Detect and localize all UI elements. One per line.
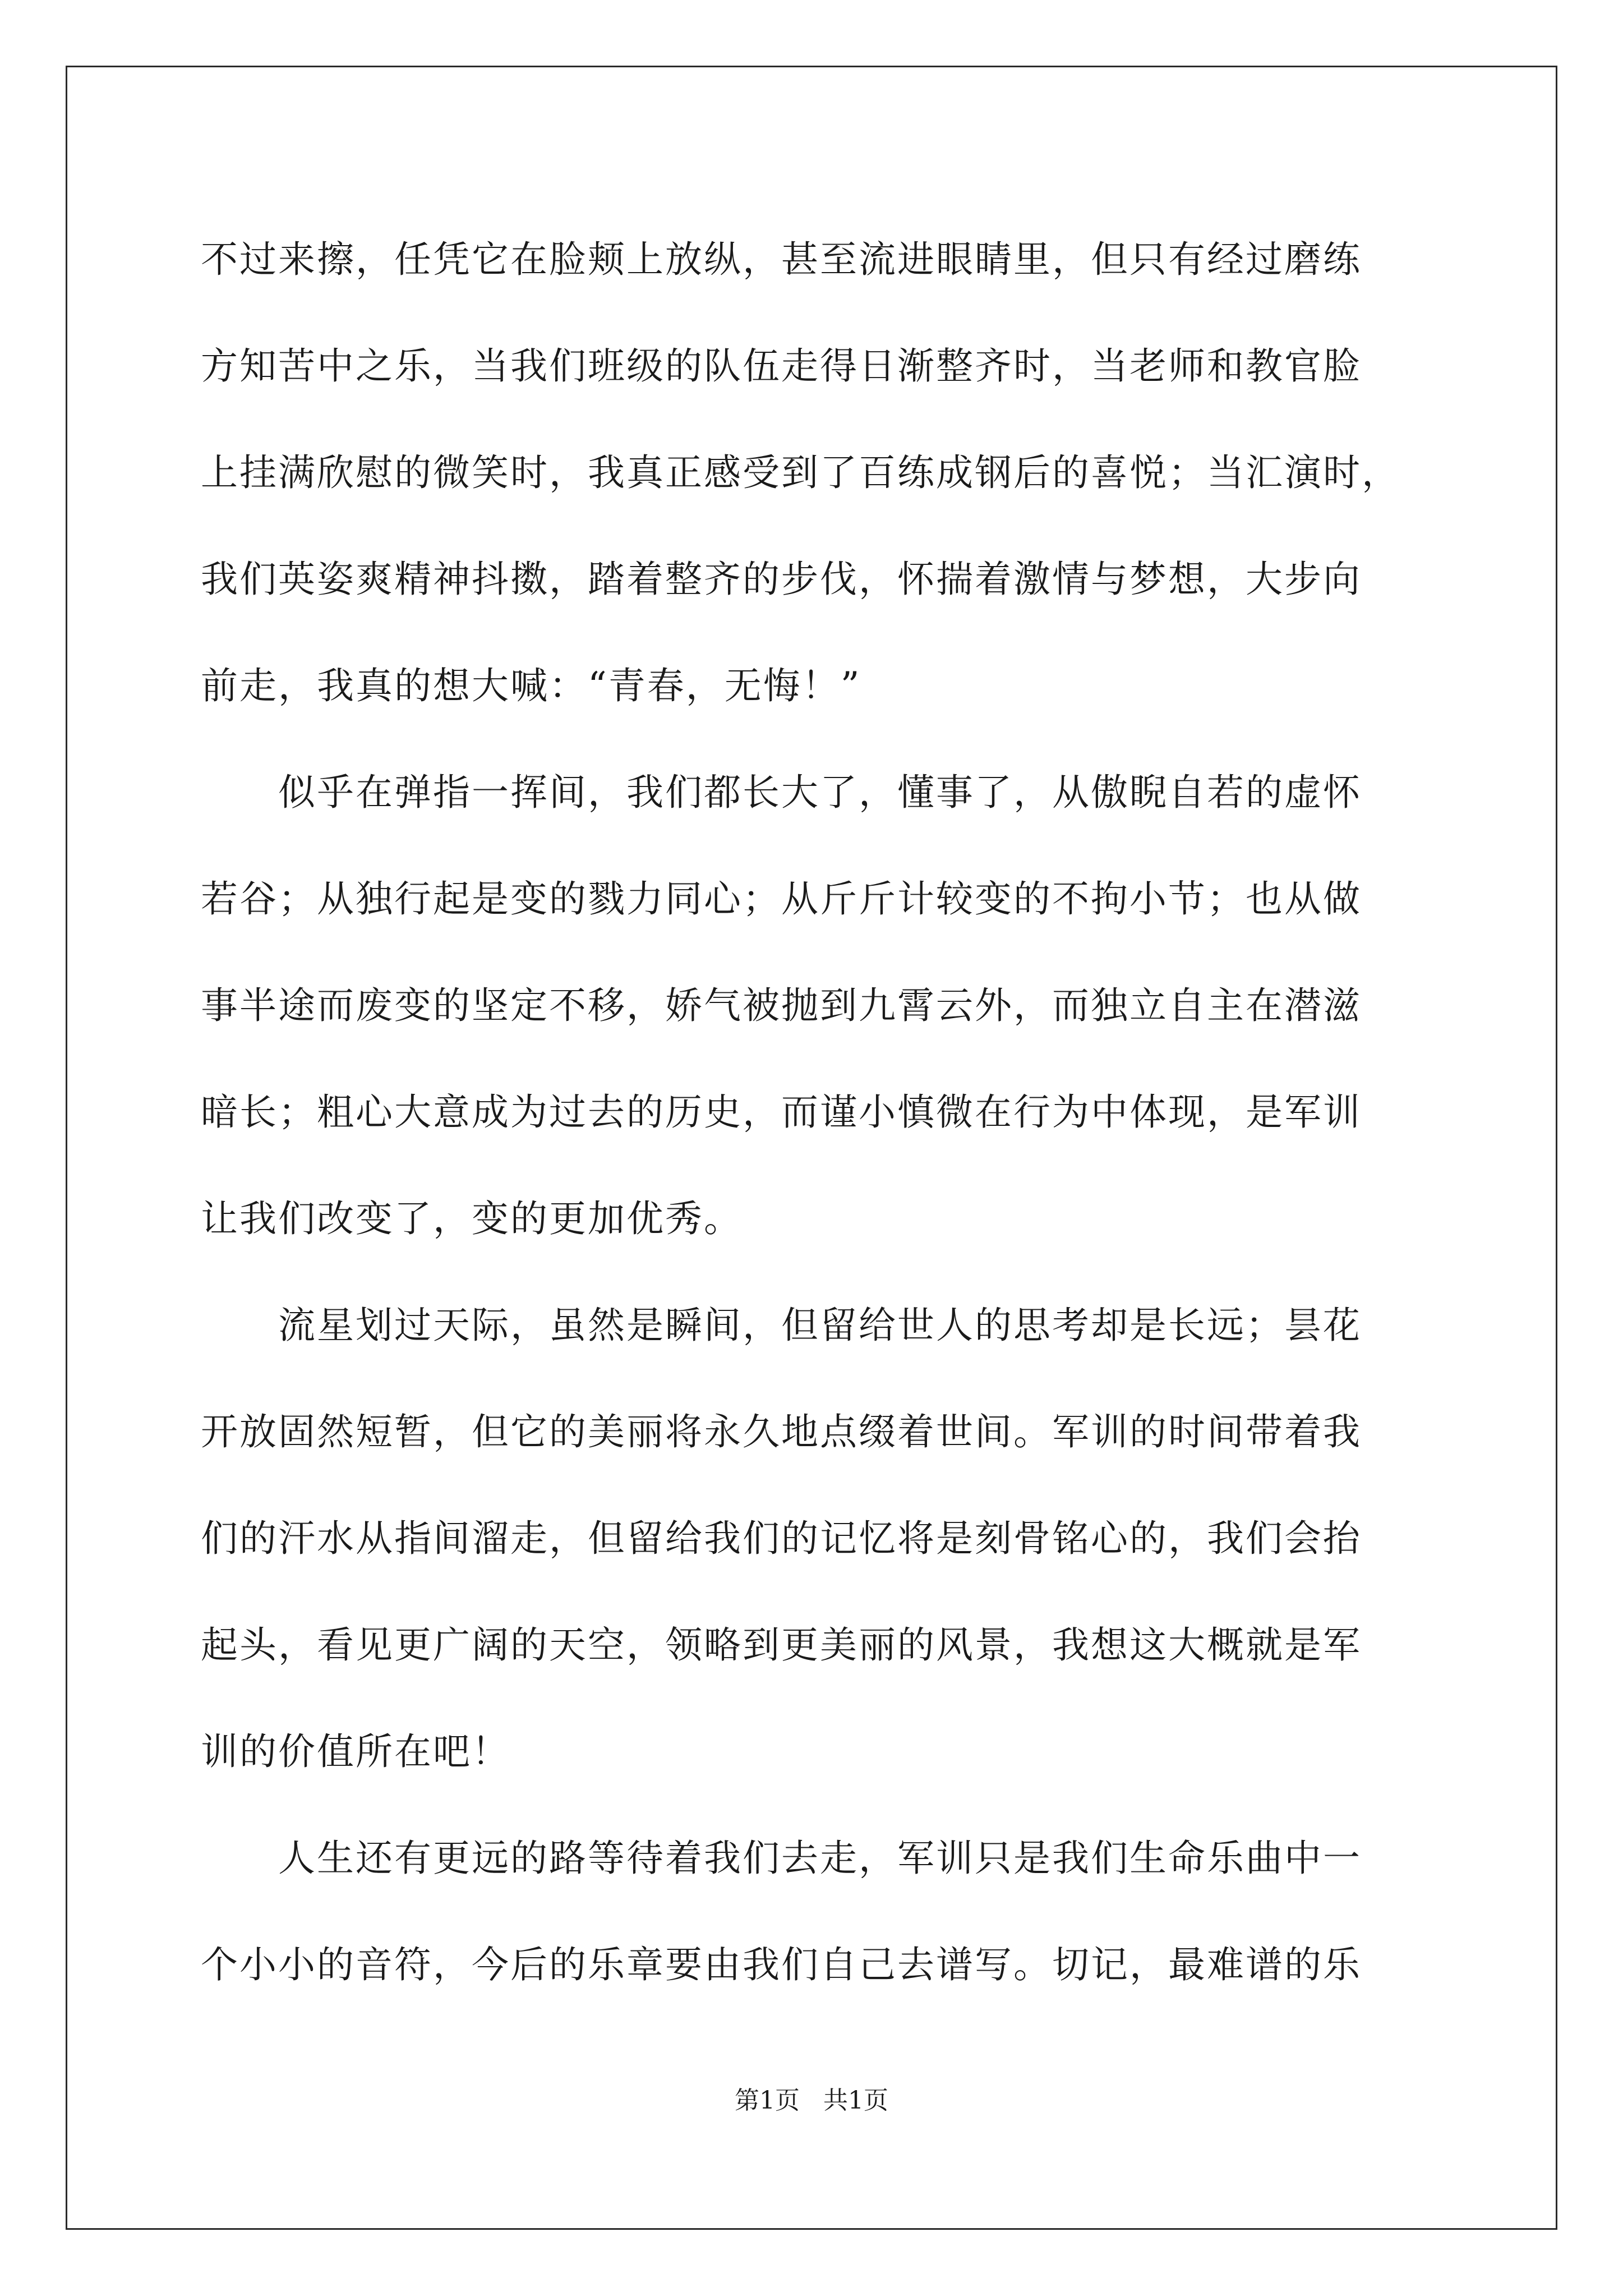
- text-line: 让我们改变了，变的更加优秀。: [201, 1197, 743, 1240]
- text-line: 训的价值所在吧！: [201, 1730, 510, 1773]
- text-line: 们的汗水从指间溜走，但留给我们的记忆将是刻骨铭心的，我们会抬: [201, 1517, 1362, 1560]
- text-line: 人生还有更远的路等待着我们去走，军训只是我们生命乐曲中一: [201, 1837, 1362, 1880]
- text-line: 似乎在弹指一挥间，我们都长大了，懂事了，从傲睨自若的虚怀: [201, 771, 1362, 814]
- text-line: 方知苦中之乐，当我们班级的队伍走得日渐整齐时，当老师和教官脸: [201, 344, 1362, 388]
- text-line: 事半途而废变的坚定不移，娇气被抛到九霄云外，而独立自主在潜滋: [201, 984, 1362, 1027]
- document-body: [201, 206, 1435, 2018]
- text-line: 流星划过天际，虽然是瞬间，但留给世人的思考却是长远；昙花: [201, 1304, 1362, 1347]
- page-number-footer: 第1页 共1页: [735, 2086, 888, 2115]
- text-line: 上挂满欣慰的微笑时，我真正感受到了百练成钢后的喜悦；当汇演时，: [201, 451, 1400, 494]
- text-line: 若谷；从独行起是变的戮力同心；从斤斤计较变的不拘小节；也从做: [201, 877, 1362, 921]
- text-line: 暗长；粗心大意成为过去的历史，而谨小慎微在行为中体现，是军训: [201, 1091, 1362, 1134]
- text-line: 我们英姿爽精神抖擞，踏着整齐的步伐，怀揣着激情与梦想，大步向: [201, 558, 1362, 601]
- text-line: 不过来擦，任凭它在脸颊上放纵，甚至流进眼睛里，但只有经过磨练: [201, 238, 1362, 281]
- text-line: 前走，我真的想大喊：“青春，无悔！”: [201, 664, 861, 707]
- text-line: 起头，看见更广阔的天空，领略到更美丽的风景，我想这大概就是军: [201, 1623, 1362, 1667]
- text-line: 个小小的音符，今后的乐章要由我们自己去谱写。切记，最难谱的乐: [201, 1943, 1362, 1986]
- text-line: 开放固然短暂，但它的美丽将永久地点缀着世间。军训的时间带着我: [201, 1410, 1362, 1453]
